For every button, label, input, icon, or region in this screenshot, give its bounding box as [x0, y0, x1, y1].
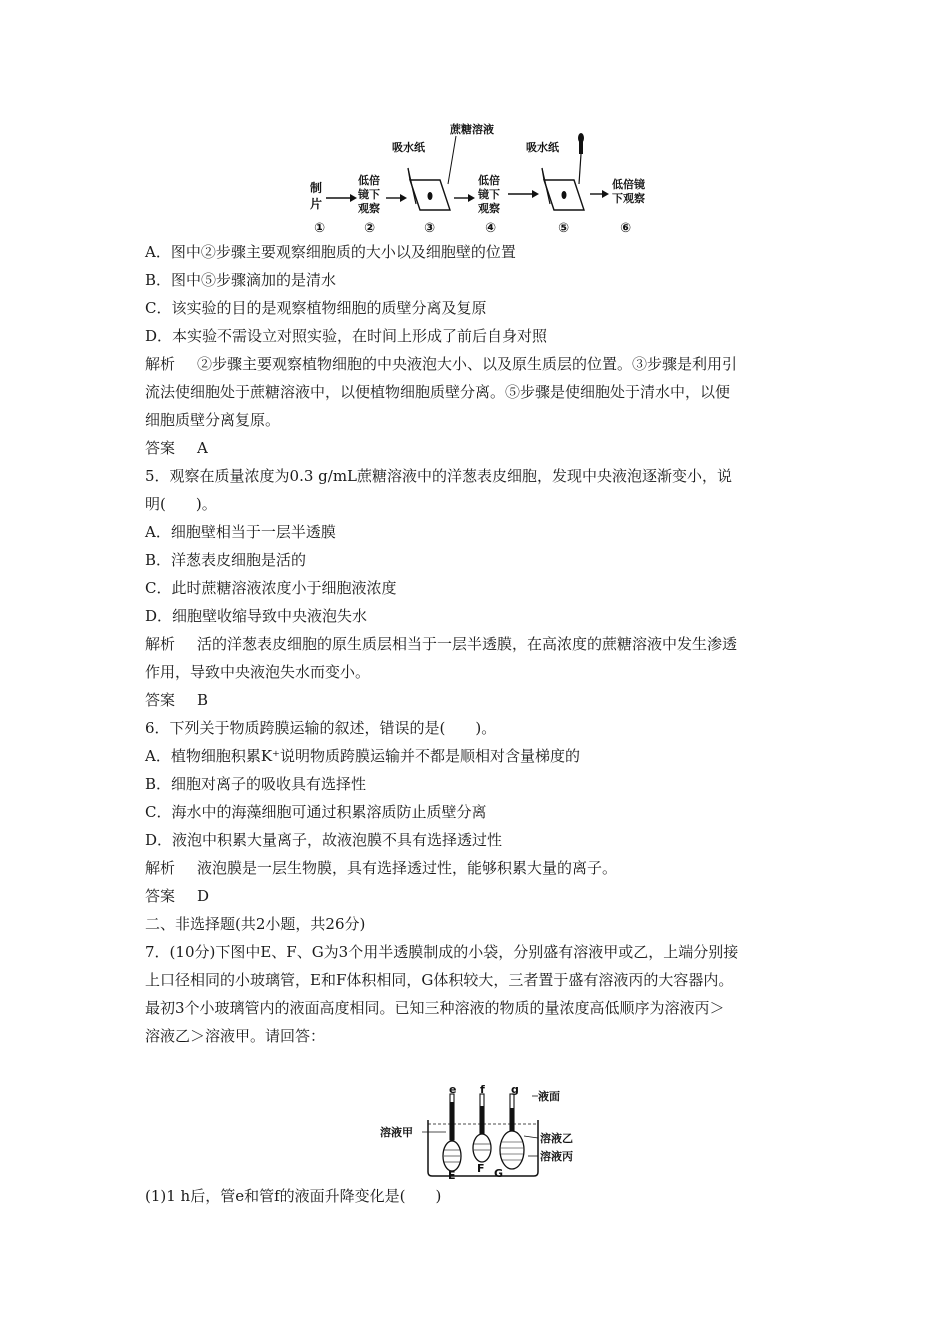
q4-analysis-line2: 流法使细胞处于蔗糖溶液中，以便植物细胞质壁分离。⑤步骤是使细胞处于清水中，以便 — [145, 383, 731, 401]
step-num-3: ③ — [424, 221, 436, 236]
q6-stem: 6．下列关于物质跨膜运输的叙述，错误的是( )。 — [145, 719, 497, 737]
q5-option-c: C．此时蔗糖溶液浓度小于细胞液浓度 — [145, 579, 397, 597]
q5-stem-line1: 5．观察在质量浓度为0.3 g/mL蔗糖溶液中的洋葱表皮细胞，发现中央液泡逐渐变小，说 — [145, 467, 733, 485]
q6-option-a: A．植物细胞积累K⁺说明物质跨膜运输并不都是顺相对含量梯度的 — [145, 747, 580, 765]
step-num-2: ② — [364, 221, 376, 236]
svg-text:观察: 观察 — [478, 202, 500, 215]
svg-text:片: 片 — [310, 197, 323, 211]
svg-text:观察: 观察 — [358, 202, 380, 215]
q4-option-d: D．本实验不需设立对照实验，在时间上形成了前后自身对照 — [145, 327, 548, 345]
svg-text:镜下: 镜下 — [358, 188, 380, 201]
svg-text:镜下: 镜下 — [478, 188, 500, 201]
q6-answer: 答案 D — [145, 887, 210, 905]
q5-answer: 答案 B — [145, 691, 209, 709]
section2-heading: 二、非选择题(共2小题，共26分) — [145, 915, 366, 933]
q6-option-d: D．液泡中积累大量离子，故液泡膜不具有选择透过性 — [145, 831, 503, 849]
svg-text:低倍: 低倍 — [358, 174, 380, 187]
q4-option-c: C．该实验的目的是观察植物细胞的质壁分离及复原 — [145, 299, 487, 317]
step-num-5: ⑤ — [558, 221, 570, 236]
q4-analysis-line1: 解析 ②步骤主要观察植物细胞的中央液泡大小、以及原生质层的位置。③步骤是利用引 — [145, 355, 738, 373]
q6-analysis: 解析 液泡膜是一层生物膜，具有选择透过性，能够积累大量的离子。 — [145, 859, 618, 877]
solution-jia-label: 溶液甲 — [380, 1126, 413, 1139]
solution-bing-label: 溶液丙 — [540, 1150, 573, 1163]
liquid-surface-label: 液面 — [538, 1090, 560, 1103]
q6-option-b: B．细胞对离子的吸收具有选择性 — [145, 775, 367, 793]
sucrose-label: 蔗糖溶液 — [450, 123, 494, 136]
q7-stem-line4: 溶液乙＞溶液甲。请回答： — [145, 1027, 326, 1045]
q5-option-a: A．细胞壁相当于一层半透膜 — [145, 523, 336, 541]
step-num-4: ④ — [485, 221, 497, 236]
tube-g-label: g — [511, 1084, 519, 1096]
svg-text:低倍: 低倍 — [478, 174, 500, 187]
q4-option-a: A．图中②步骤主要观察细胞质的大小以及细胞壁的位置 — [145, 243, 516, 261]
step-num-1: ① — [314, 221, 326, 236]
step-num-6: ⑥ — [620, 221, 632, 236]
q4-answer: 答案 A — [145, 439, 208, 457]
q5-analysis-line1: 解析 活的洋葱表皮细胞的原生质层相当于一层半透膜，在高浓度的蔗糖溶液中发生渗透 — [145, 635, 738, 653]
bag-f-label: F — [477, 1162, 485, 1175]
q5-option-d: D．细胞壁收缩导致中央液泡失水 — [145, 607, 368, 625]
svg-text:低倍镜: 低倍镜 — [612, 178, 645, 191]
q7-stem-line2: 上口径相同的小玻璃管，E和F体积相同，G体积较大，三者置于盛有溶液丙的大容器内。 — [145, 971, 734, 989]
q4-option-b: B．图中⑤步骤滴加的是清水 — [145, 271, 337, 289]
bag-g-label: G — [494, 1167, 504, 1180]
q5-stem-line2: 明( )。 — [145, 495, 217, 513]
q4-analysis-line3: 细胞质壁分离复原。 — [145, 411, 281, 429]
q5-option-b: B．洋葱表皮细胞是活的 — [145, 551, 307, 569]
q5-analysis-line2: 作用，导致中央液泡失水而变小。 — [145, 663, 371, 681]
paper2-label: 吸水纸 — [526, 141, 559, 154]
q7-sub1: (1)1 h后，管e和管f的液面升降变化是( ) — [145, 1187, 442, 1205]
experiment-steps-figure — [300, 118, 680, 238]
q7-stem-line3: 最初3个小玻璃管内的液面高度相同。已知三种溶液的物质的量浓度高低顺序为溶液丙＞ — [145, 999, 725, 1017]
q6-option-c: C．海水中的海藻细胞可通过积累溶质防止质壁分离 — [145, 803, 487, 821]
svg-text:下观察: 下观察 — [612, 192, 645, 205]
q7-stem-line1: 7．(10分)下图中E、F、G为3个用半透膜制成的小袋，分别盛有溶液甲或乙，上端分别接 — [145, 943, 739, 961]
tube-e-label: e — [449, 1084, 457, 1096]
step1-make-label: 制 — [310, 181, 323, 195]
solution-yi-label: 溶液乙 — [540, 1132, 573, 1145]
tube-f-label: f — [480, 1084, 485, 1096]
paper1-label: 吸水纸 — [392, 141, 425, 154]
bag-e-label: E — [448, 1169, 456, 1180]
osmosis-bags-figure — [378, 1084, 598, 1180]
